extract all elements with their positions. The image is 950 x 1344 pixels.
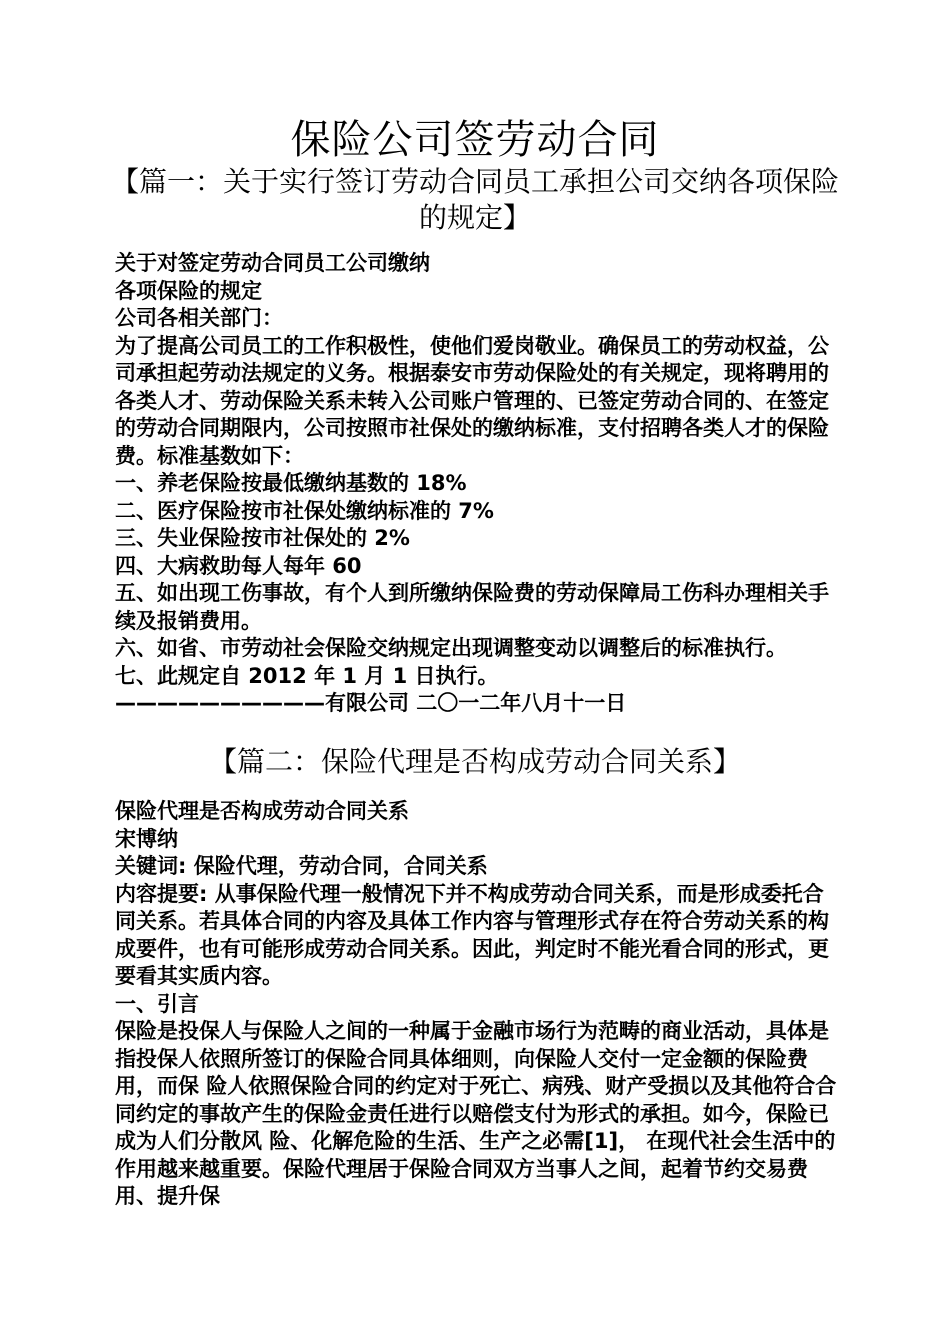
section1-intro: 为了提高公司员工的工作积极性，使他们爱岗敬业。确保员工的劳动权益，公司承担起劳动法规定的义务。根据泰安市劳动保险处的有关规定，现将聘用的各类人才、劳动保险关系未转入公司账户管理的、已签定劳动合同的、在签定的劳动合同期限内，公司按照市社保处的缴纳标准，支付招聘各类人才的保险费。标准基数如下： <box>115 333 829 468</box>
section2-title: 保险代理是否构成劳动合同关系 <box>115 799 409 823</box>
section2-heading: 【篇二：保险代理是否构成劳动合同关系】 <box>208 745 741 778</box>
section1-item-1: 一、养老保险按最低缴纳基数的 18% <box>115 471 467 495</box>
section1-heading: 【篇一：关于实行签订劳动合同员工承担公司交纳各项保险的规定】 <box>110 165 839 234</box>
section2-author: 宋博纳 <box>115 826 178 851</box>
section2-abstract: 内容提要: 从事保险代理一般情况下并不构成劳动合同关系，而是形成委托合同关系。若具体合同的内容及具体工作内容与管理形式存在符合劳动关系的构成要件，也有可能形成劳动合同关系。因此，判定时不能光看合同的形式，更要看其实质内容。 <box>115 881 829 988</box>
section2-subheading: 一、引言 <box>115 991 199 1016</box>
section1-item-3: 三、失业保险按市社保处的 2% <box>115 526 410 550</box>
section1-salutation: 公司各相关部门： <box>115 306 283 330</box>
section1-item-6: 六、如省、市劳动社会保险交纳规定出现调整变动以调整后的标准执行。 <box>115 636 787 660</box>
section1-title-line2: 各项保险的规定 <box>115 278 262 303</box>
section1-item-7: 七、此规定自 2012 年 1 月 1 日执行。 <box>115 663 499 688</box>
section2-paragraph: 保险是投保人与保险人之间的一种属于金融市场行为范畴的商业活动，具体是指投保人依照所签订的保险合同具体细则，向保险人交付一定金额的保险费用，而保 险人依照保险合同的约定对于死亡、病残、财产受损以及其他符合合同约定的事故产生的保险金责任进行以赔偿支付为形式的承担。如今，保险已成为人们分散风 险、化解危险的生活、生产之必需[1]， 在现代社会生活中的作用越来越重要。保险代理居于保险合同双方当事人之间，起着节约交易费用、提升保 <box>115 1019 837 1208</box>
section1-signature: ——————————有限公司 二〇一二年八月十一日 <box>115 691 627 715</box>
section2-body <box>115 798 840 1211</box>
section1-item-2: 二、医疗保险按市社保处缴纳标准的 7% <box>115 498 494 523</box>
document-title: 保险公司签劳动合同 <box>290 117 660 163</box>
section2-keywords: 关键词: 保险代理，劳动合同，合同关系 <box>115 854 488 878</box>
section1-title-line1: 关于对签定劳动合同员工公司缴纳 <box>115 251 430 275</box>
section1-item-4: 四、大病救助每人每年 60 <box>115 553 362 578</box>
section1-item-5: 五、如出现工伤事故，有个人到所缴纳保险费的劳动保障局工伤科办理相关手续及报销费用。 <box>115 581 829 633</box>
section1-body <box>115 250 840 718</box>
